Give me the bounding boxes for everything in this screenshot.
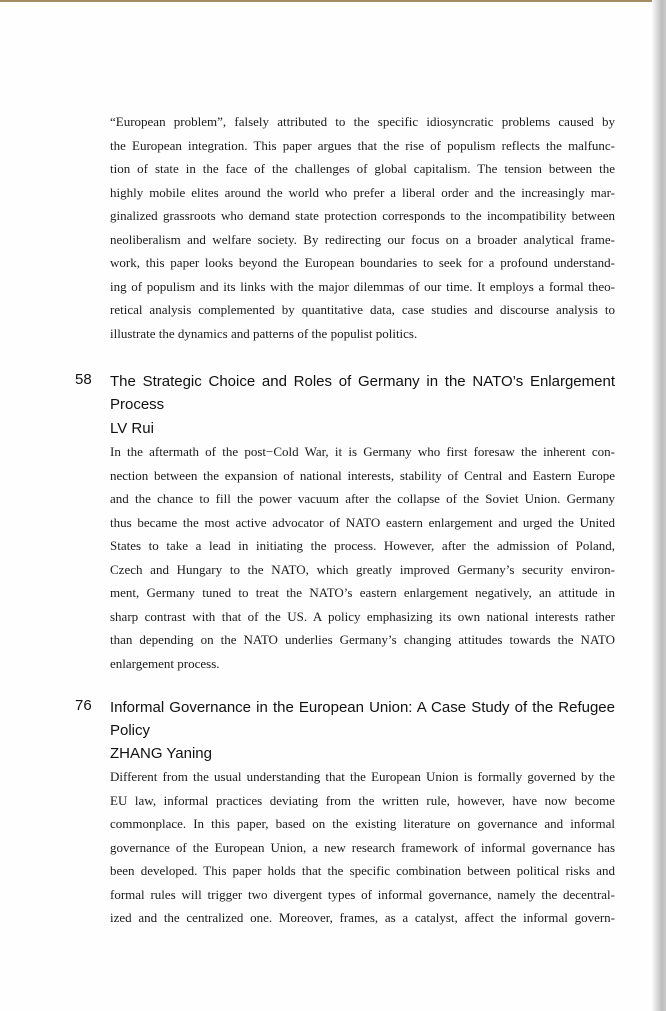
entry-author: ZHANG Yaning [110,745,212,762]
abstract-line: ing of populism and its links with the major dilemmas of our time. It employs a formal theo- [110,278,615,294]
abstract-line: highly mobile elites around the world who prefer a liberal order and the increasingly mar- [110,184,615,200]
abstract-line: neoliberalism and welfare society. By redirecting our focus on a broader analytical frame- [110,231,615,247]
abstract-line: ized and the centralized one. Moreover, frames, as a catalyst, affect the informal govern- [110,910,615,925]
abstract-line: thus became the most active advocator of NATO eastern enlargement and urged the United [110,514,615,530]
entry-page-number: 76 [75,697,92,714]
entry-page-number: 58 [75,371,92,388]
abstract-line: “European problem”, falsely attributed to the specific idiosyncratic problems caused by [110,114,615,129]
abstract-line: sharp contrast with that of the US. A policy emphasizing its own national interests rather [110,608,615,624]
entry-title-line: Policy [110,722,151,739]
abstract-line: work, this paper looks beyond the European boundaries to seek for a profound understand- [110,255,615,270]
abstract-line: commonplace. In this paper, based on the existing literature on governance and informal [110,816,615,831]
abstract-line: nection between the expansion of national interests, stability of Central and Eastern Europe [110,467,615,483]
abstract-line: enlargement process. [110,655,220,671]
abstract-line: ment, Germany tuned to treat the NATO’s eastern enlargement negatively, an attitude in [110,585,615,600]
abstract-line: States to take a lead in initiating the process. However, after the admission of Poland, [110,538,615,553]
abstract-line: than depending on the NATO underlies Germany’s changing attitudes towards the NATO [110,632,615,647]
abstract-line: Czech and Hungary to the NATO, which greatly improved Germany’s security environ- [110,561,615,577]
abstract-line: EU law, informal practices deviating from the written rule, however, have now become [110,792,615,808]
abstract-line: governance of the European Union, a new research framework of informal governance has [110,839,615,855]
page-edge-shadow [652,0,666,1011]
entry-abstract [110,440,615,675]
entry-title-line: The Strategic Choice and Roles of Germany in the NATO’s Enlargement [110,373,615,390]
abstract-line: Different from the usual understanding that the European Union is formally governed by the [110,769,615,784]
abstract-line: the European integration. This paper argues that the rise of populism reflects the malfunc- [110,137,615,153]
abstract-line: illustrate the dynamics and patterns of the populist politics. [110,325,418,341]
abstract-line: retical analysis complemented by quantitative data, case studies and discourse analysis to [110,302,615,317]
abstract-line: In the aftermath of the post−Cold War, it is Germany who first foresaw the inherent con- [110,444,615,459]
abstract-line: been developed. This paper holds that the specific combination between political risks and [110,863,615,878]
abstract-line: tion of state in the face of the challenges of global capitalism. The tension between the [110,161,615,176]
entry-title [110,370,615,416]
abstract-line: ginalized grassroots who demand state protection corresponds to the incompatibility between [110,208,615,223]
entry-author: LV Rui [110,420,154,437]
continued-abstract [110,110,615,345]
entry-title-line: Process [110,396,165,413]
entry-title-line: Informal Governance in the European Union: A Case Study of the Refugee [110,699,615,716]
abstract-line: formal rules will trigger two divergent types of informal governance, namely the decentral- [110,886,615,902]
entry-abstract [110,765,615,930]
entry-title [110,696,615,742]
abstract-line: and the chance to fill the power vacuum after the collapse of the Soviet Union. Germany [110,491,615,506]
